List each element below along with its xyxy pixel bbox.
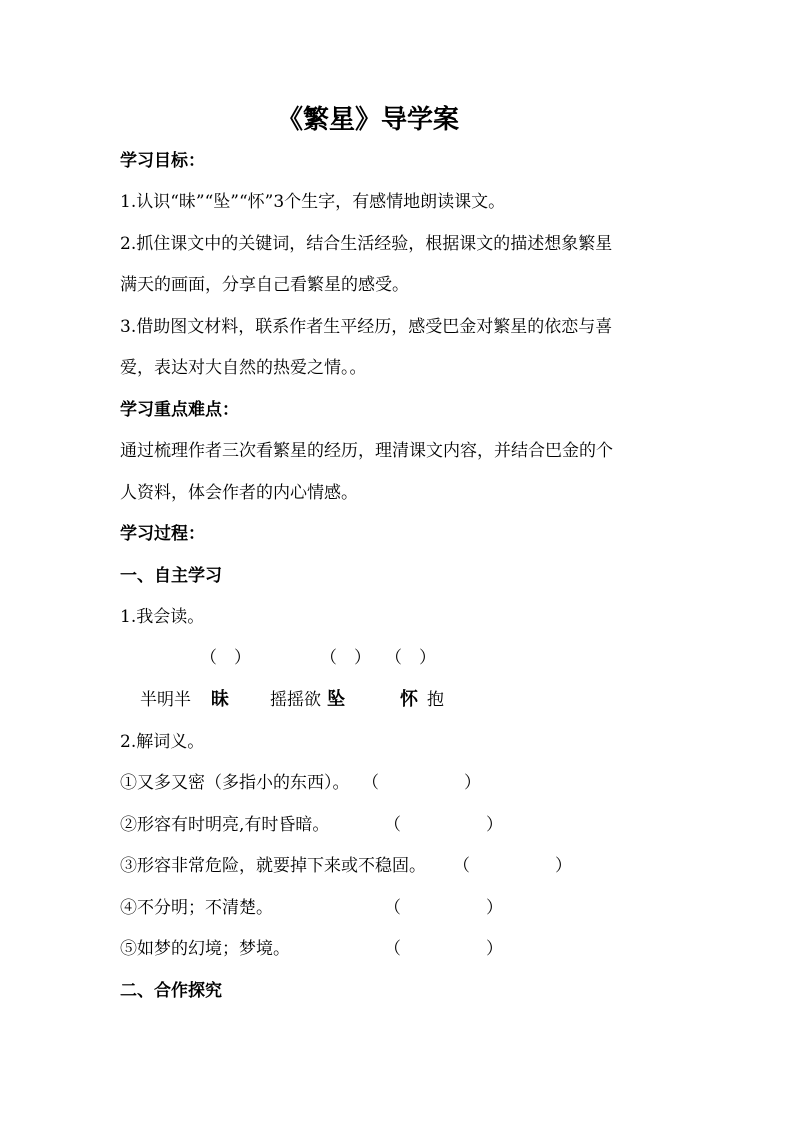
pinyin-blank-1[interactable]: （ ） (200, 648, 251, 668)
meaning-3-blank[interactable]: （ ） (453, 856, 572, 876)
pinyin-blank-3[interactable]: （ ） (385, 648, 436, 668)
objective-3-line-1: 3.借助图文材料，联系作者生平经历，感受巴金对繁星的依恋与喜 (120, 317, 613, 337)
word-2-target: 坠 (327, 689, 345, 710)
meaning-2-text: ②形容有时明亮,有时昏暗。 (120, 815, 330, 835)
keypoints-heading: 学习重点难点： (120, 400, 239, 420)
pinyin-blank-2[interactable]: （ ） (320, 648, 371, 668)
objective-2-line-2: 满天的画面，分享自己看繁星的感受。 (120, 275, 409, 295)
section-1-heading: 一、自主学习 (120, 566, 222, 586)
meaning-2-blank[interactable]: （ ） (384, 815, 503, 835)
word-1-prefix: 半明半 (140, 690, 191, 710)
process-heading: 学习过程： (120, 524, 205, 544)
objective-2-line-1: 2.抓住课文中的关键词，结合生活经验，根据课文的描述想象繁星 (120, 234, 613, 254)
meaning-1-text: ①又多又密（多指小的东西）。 (120, 773, 350, 793)
keypoints-line-2: 人资料，体会作者的内心情感。 (120, 483, 358, 503)
keypoints-line-1: 通过梳理作者三次看繁星的经历，理清课文内容，并结合巴金的个 (120, 441, 613, 461)
meaning-5-blank[interactable]: （ ） (384, 939, 503, 959)
section-2-heading: 二、合作探究 (120, 981, 222, 1001)
objective-3-line-2: 爱，表达对大自然的热爱之情。。 (120, 358, 367, 378)
objective-1: 1.认识“昧”“坠”“怀”3个生字，有感情地朗读课文。 (120, 192, 506, 212)
word-3-suffix: 抱 (427, 690, 444, 710)
meaning-5-text: ⑤如梦的幻境；梦境。 (120, 939, 290, 959)
meaning-heading: 2.解词义。 (120, 732, 205, 752)
meaning-4-blank[interactable]: （ ） (384, 898, 503, 918)
objectives-heading: 学习目标： (120, 151, 205, 171)
word-1-target: 昧 (211, 689, 229, 710)
word-1 (140, 688, 229, 712)
word-3 (400, 688, 444, 712)
word-3-target: 怀 (400, 689, 418, 710)
word-2 (270, 688, 345, 712)
document-title: 《繁星》导学案 (277, 105, 460, 135)
meaning-3-text: ③形容非常危险，就要掉下来或不稳固。 (120, 856, 426, 876)
meaning-1-blank[interactable]: （ ） (362, 773, 481, 793)
meaning-4-text: ④不分明；不清楚。 (120, 898, 273, 918)
word-2-prefix: 摇摇欲 (270, 690, 321, 710)
read-heading: 1.我会读。 (120, 607, 205, 627)
